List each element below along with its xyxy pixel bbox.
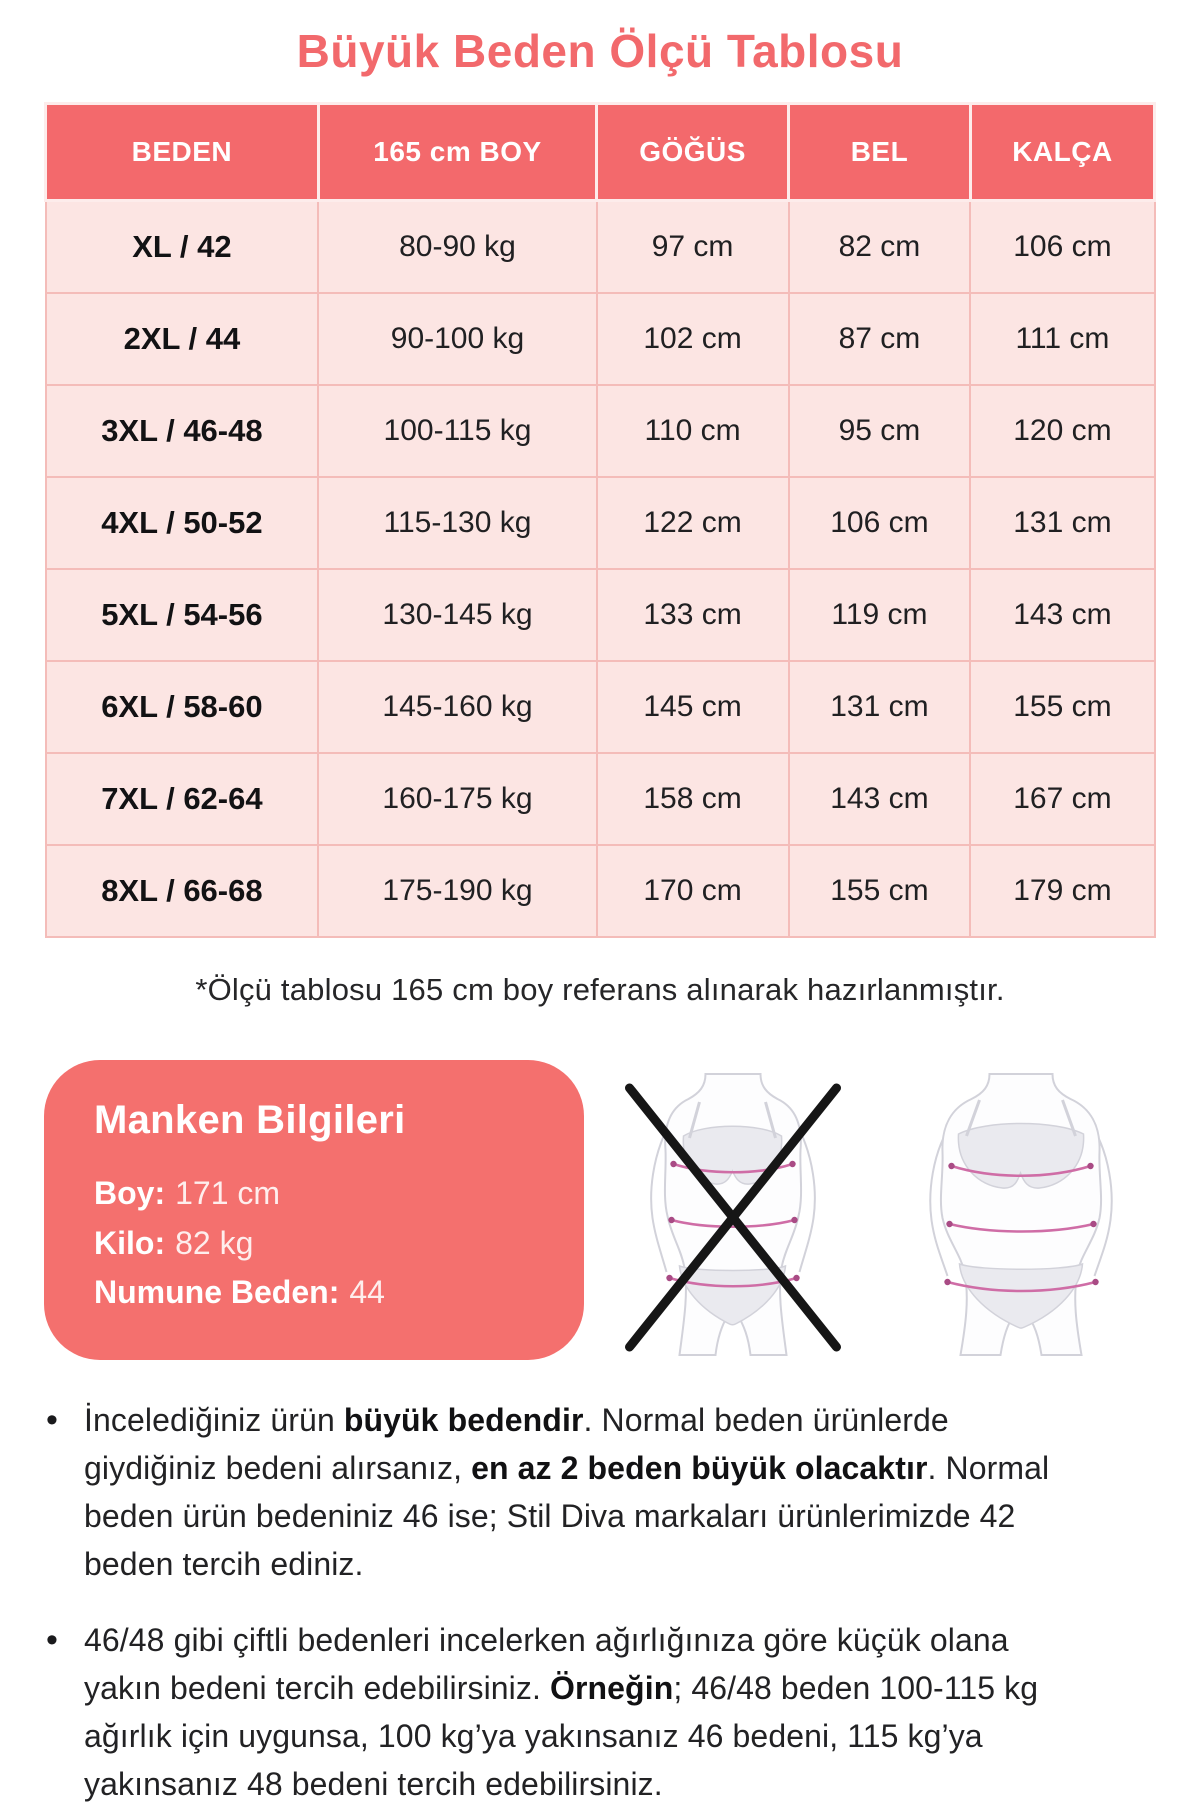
cell-hip: 111 cm	[970, 293, 1154, 385]
cell-waist: 143 cm	[789, 753, 971, 845]
cell-weight: 115-130 kg	[318, 477, 596, 569]
cell-bust: 145 cm	[597, 661, 789, 753]
header-beden: BEDEN	[46, 104, 319, 201]
table-row	[46, 569, 1155, 661]
cell-bust: 110 cm	[597, 385, 789, 477]
cell-hip: 143 cm	[970, 569, 1154, 661]
model-height-field	[94, 1169, 564, 1219]
note-text: 46/48 gibi çiftli bedenleri incelerken ağırlığınıza göre küçük olana yakın bedeni tercih edebilirsiniz. Örneğin; 46/48 beden 100-115 kg ağırlık için uygunsa, 100 kg’ya yakınsanız 46 bedeni, 115 kg’ya yakınsanız 48 bedeni tercih edebilirsiniz.	[84, 1622, 1039, 1802]
cell-hip: 155 cm	[970, 661, 1154, 753]
cell-hip: 106 cm	[970, 201, 1154, 294]
header-gogus: GÖĞÜS	[597, 104, 789, 201]
table-row	[46, 201, 1155, 294]
model-weight-field	[94, 1219, 564, 1269]
header-kalca: KALÇA	[970, 104, 1154, 201]
cell-bust: 133 cm	[597, 569, 789, 661]
cell-weight: 130-145 kg	[318, 569, 596, 661]
table-row	[46, 293, 1155, 385]
size-table	[44, 102, 1156, 938]
model-height-value: 171 cm	[175, 1175, 281, 1211]
cell-hip: 179 cm	[970, 845, 1154, 937]
cell-size: 2XL / 44	[46, 293, 319, 385]
cell-bust: 102 cm	[597, 293, 789, 385]
model-info-title: Manken Bilgileri	[94, 1098, 406, 1142]
right-arm-line	[800, 1132, 815, 1272]
model-sample-size-field	[94, 1268, 564, 1318]
table-row	[46, 661, 1155, 753]
model-info-card	[44, 1060, 584, 1360]
cell-waist: 95 cm	[789, 385, 971, 477]
table-row	[46, 477, 1155, 569]
cell-weight: 160-175 kg	[318, 753, 596, 845]
table-row	[46, 845, 1155, 937]
bullet-icon: •	[46, 1621, 58, 1659]
correct-measurement-figure	[901, 1060, 1141, 1360]
cell-size: 6XL / 58-60	[46, 661, 319, 753]
model-weight-label: Kilo:	[94, 1224, 166, 1261]
cell-waist: 131 cm	[789, 661, 971, 753]
note-item-plus-size	[46, 1396, 1140, 1588]
cell-size: 5XL / 54-56	[46, 569, 319, 661]
cell-size: 4XL / 50-52	[46, 477, 319, 569]
cell-waist: 106 cm	[789, 477, 971, 569]
table-footnote: *Ölçü tablosu 165 cm boy referans alınarak hazırlanmıştır.	[195, 972, 1005, 1007]
crossed-slim-body-icon	[613, 1060, 853, 1360]
cell-bust: 97 cm	[597, 201, 789, 294]
plus-size-body-icon	[901, 1060, 1141, 1360]
header-boy: 165 cm BOY	[318, 104, 596, 201]
cell-bust: 122 cm	[597, 477, 789, 569]
cell-bust: 170 cm	[597, 845, 789, 937]
header-bel: BEL	[789, 104, 971, 201]
cell-hip: 167 cm	[970, 753, 1154, 845]
cell-weight: 80-90 kg	[318, 201, 596, 294]
notes-list	[46, 1396, 1140, 1808]
cell-weight: 145-160 kg	[318, 661, 596, 753]
model-height-label: Boy:	[94, 1175, 166, 1211]
cell-hip: 120 cm	[970, 385, 1154, 477]
model-sample-size-value: 44	[349, 1274, 385, 1311]
cell-size: 3XL / 46-48	[46, 385, 319, 477]
cell-weight: 90-100 kg	[318, 293, 596, 385]
cell-waist: 82 cm	[789, 201, 971, 294]
cell-weight: 100-115 kg	[318, 385, 596, 477]
model-info-section	[44, 1060, 1170, 1360]
page-title: Büyük Beden Ölçü Tablosu	[296, 25, 904, 77]
wrong-measurement-figure	[613, 1060, 853, 1360]
model-sample-size-label: Numune Beden:	[94, 1274, 340, 1311]
note-item-double-size	[46, 1616, 1140, 1808]
bullet-icon: •	[46, 1401, 58, 1439]
cell-waist: 155 cm	[789, 845, 971, 937]
size-table-container	[44, 102, 1156, 938]
measurement-figures	[584, 1060, 1170, 1360]
model-weight-value: 82 kg	[175, 1224, 254, 1261]
cell-bust: 158 cm	[597, 753, 789, 845]
cell-size: XL / 42	[46, 201, 319, 294]
left-arm-line	[651, 1132, 666, 1272]
cell-size: 7XL / 62-64	[46, 753, 319, 845]
table-row	[46, 753, 1155, 845]
cell-size: 8XL / 66-68	[46, 845, 319, 937]
cell-waist: 87 cm	[789, 293, 971, 385]
size-table-header-row	[46, 104, 1155, 201]
table-row	[46, 385, 1155, 477]
cell-hip: 131 cm	[970, 477, 1154, 569]
cell-weight: 175-190 kg	[318, 845, 596, 937]
note-text: İncelediğiniz ürün büyük bedendir. Normal beden ürünlerde giydiğiniz bedeni alırsanız, en az 2 beden büyük olacaktır. Normal beden ürün bedeniniz 46 ise; Stil Diva markaları ürünlerimizde 42 beden tercih ediniz.	[84, 1402, 1050, 1582]
cell-waist: 119 cm	[789, 569, 971, 661]
